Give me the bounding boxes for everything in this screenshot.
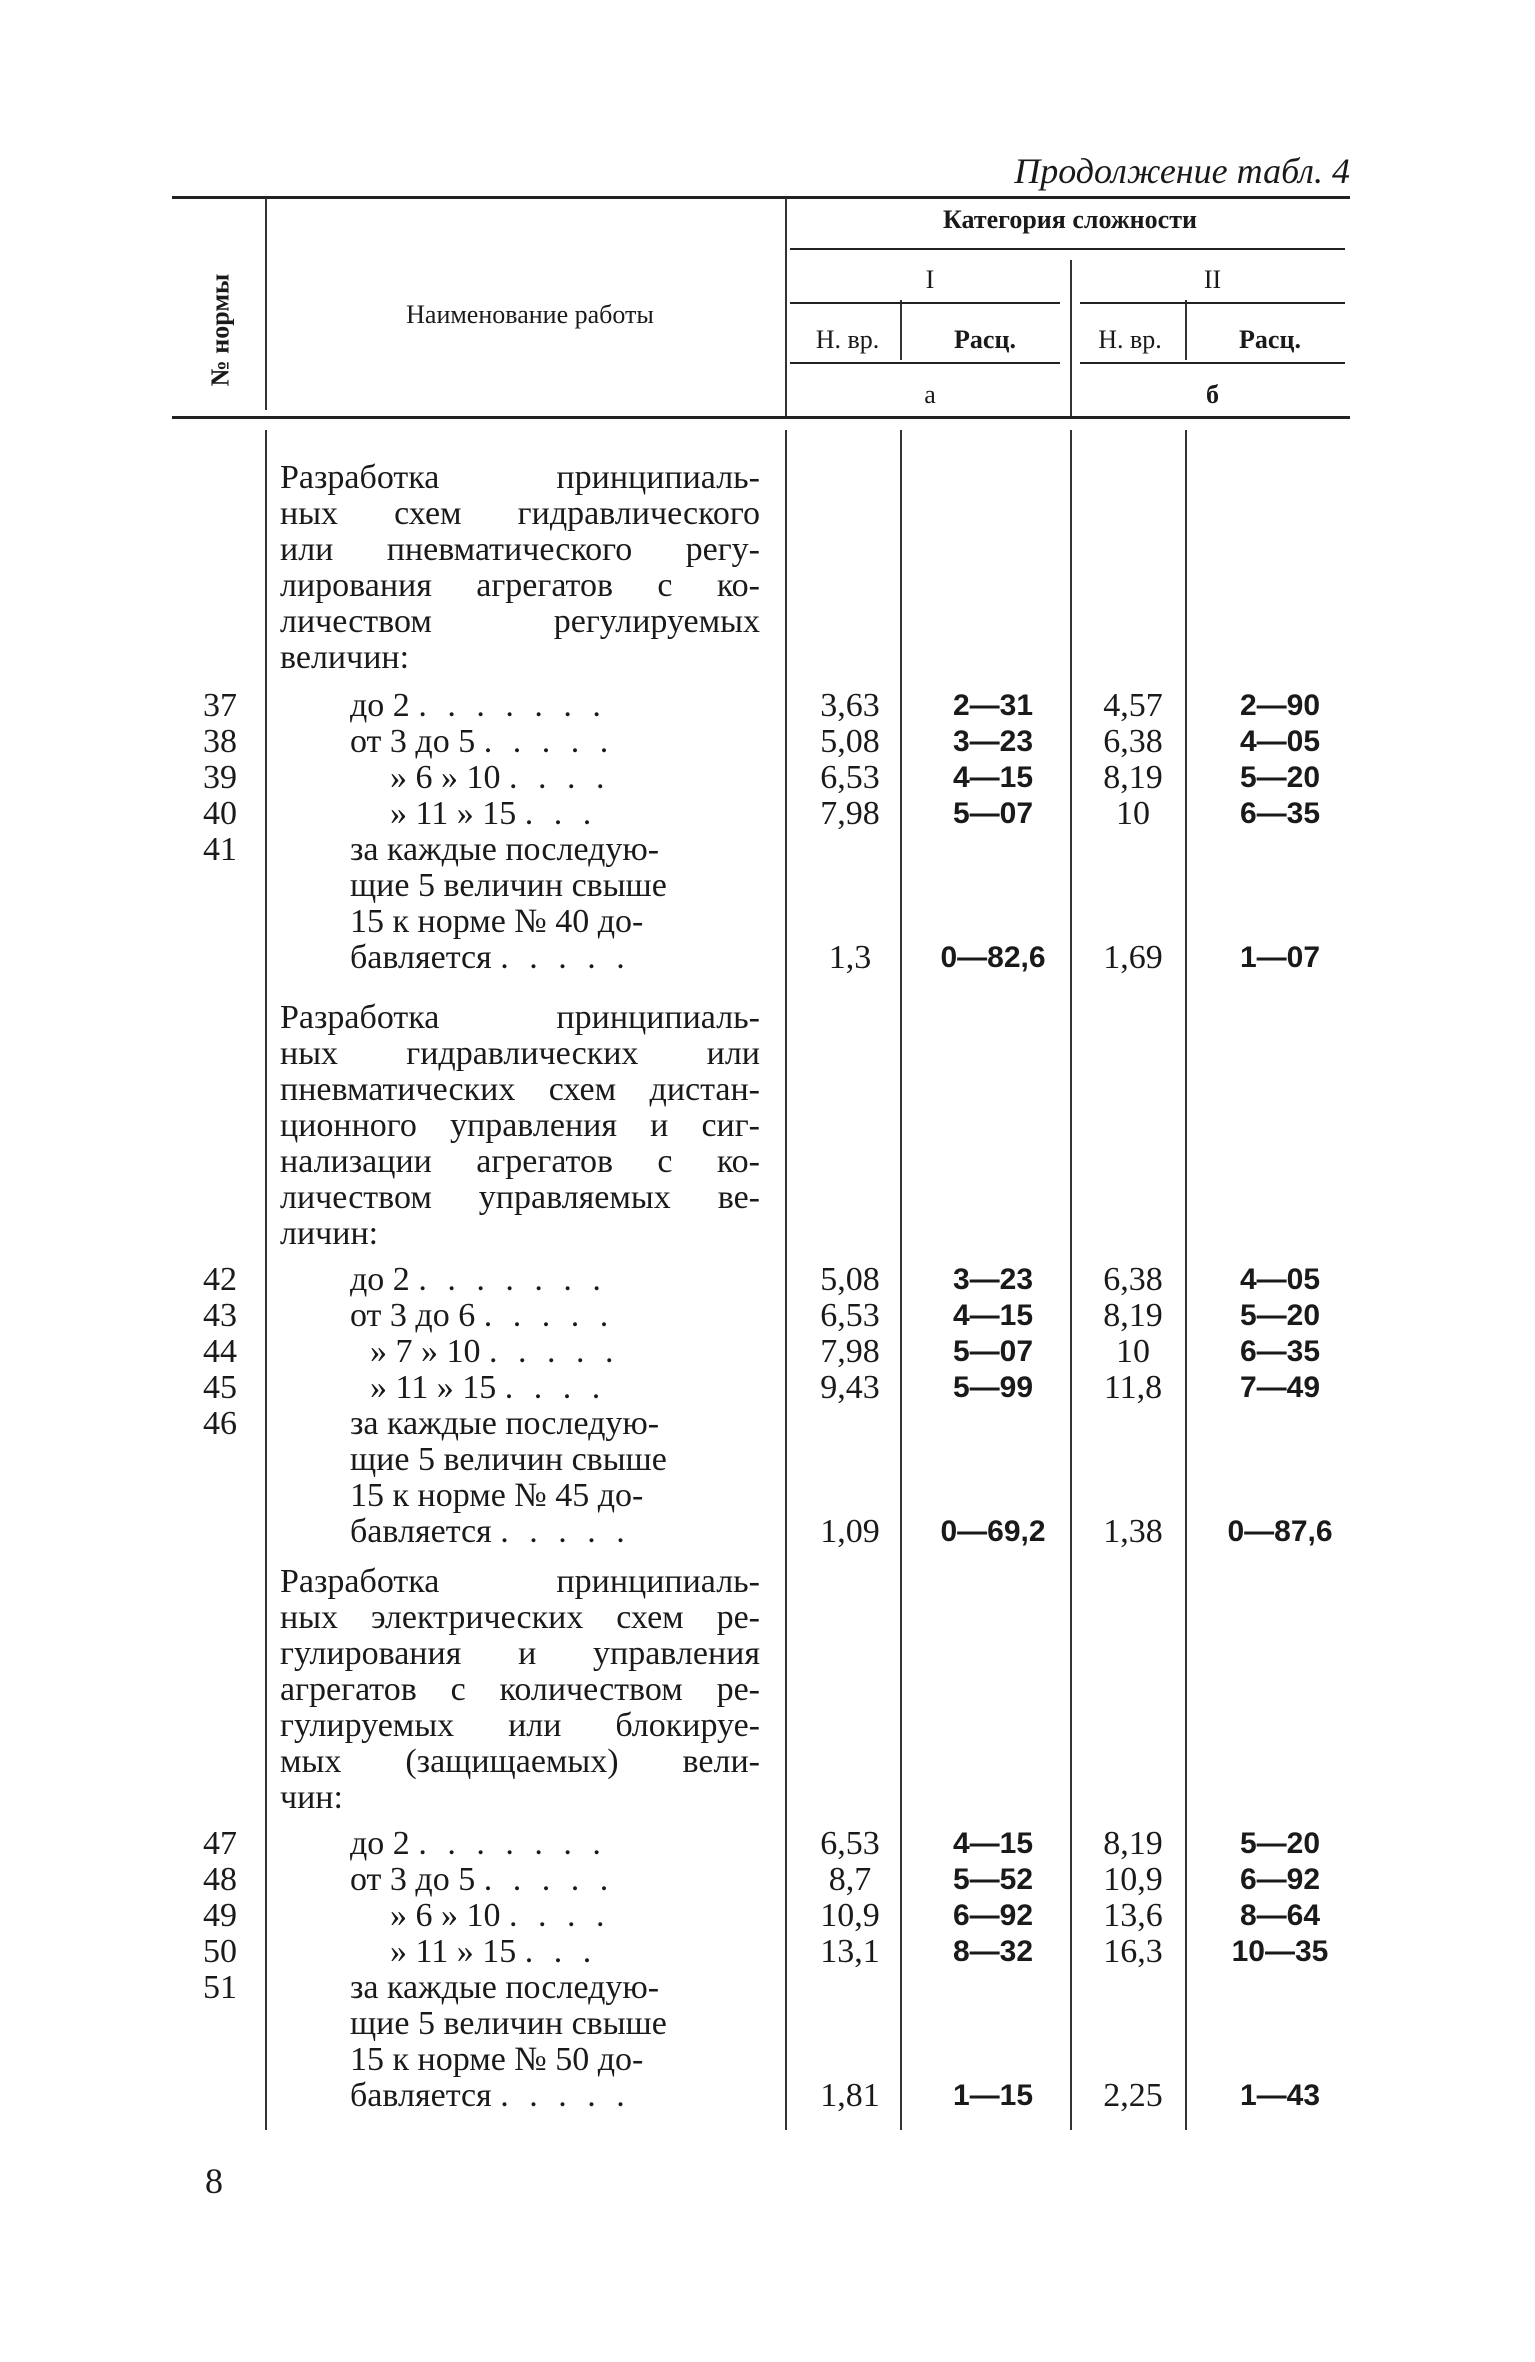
header-divider-2	[785, 198, 787, 416]
n-vr-ii-header: Н. вр.	[1098, 325, 1162, 354]
table-row: 40 » 11 » 15 . . . 7,98 5—07 10 6—35	[203, 795, 1321, 832]
table-row: 49 » 6 » 10 . . . . 10,9 6—92 13,6 8—64	[203, 1897, 1321, 1934]
table-row: 15 к норме № 40 до-	[350, 904, 644, 940]
table-row: 38 от 3 до 5 . . . . . 5,08 3—23 6,38 4—05	[203, 723, 1321, 760]
section-3-intro: Разработка принципиаль- ных электрических схем ре- гулирования и управления агрегатов с количеством ре- гулируемых или блокируе- мых (защищаемых) вели- чин:	[280, 1563, 760, 1816]
table-row: 43 от 3 до 6 . . . . . 6,53 4—15 8,19 5—20	[203, 1297, 1321, 1334]
complexity-rule	[790, 248, 1345, 250]
table-row: бавляется . . . . . 1,81 1—15 2,25 1—43	[350, 2077, 1321, 2114]
table-row: 41 за каждые последую-	[203, 831, 660, 868]
table-row: 45 » 11 » 15 . . . . 9,43 5—99 11,8 7—49	[203, 1369, 1321, 1406]
rasc-ii-header: Расц.	[1239, 325, 1301, 354]
section-1-intro: Разработка принципиаль- ных схем гидравлического или пневматического регу- лирования агрегатов с ко- личеством регулируемых величин:	[280, 459, 760, 676]
table-row: 51 за каждые последую-	[203, 1969, 660, 2006]
table-row: щие 5 величин свыше	[350, 2006, 667, 2042]
header-divider-1	[265, 198, 267, 410]
table-row: 39 » 6 » 10 . . . . 6,53 4—15 8,19 5—20	[203, 759, 1321, 796]
work-name-header: Наименование работы	[406, 300, 654, 329]
n-vr-i-header: Н. вр.	[815, 325, 880, 354]
sub-b-header: б	[1206, 380, 1219, 409]
cat-i-rule	[790, 302, 1060, 304]
table-row: щие 5 величин свыше	[350, 868, 667, 904]
table-row: 37 до 2 . . . . . . . 3,63 2—31 4,57 2—90	[203, 687, 1321, 724]
table-row: 15 к норме № 50 до-	[350, 2042, 644, 2078]
table-header-bottom-rule	[172, 416, 1350, 419]
section-2-intro: Разработка принципиаль- ных гидравлических или пневматических схем дистан- ционного управления и сиг- нализации агрегатов с ко- личеством управляемых ве- личин:	[280, 999, 760, 1252]
sub-a-header: а	[924, 380, 936, 409]
table-row: 47 до 2 . . . . . . . 6,53 4—15 8,19 5—20	[203, 1825, 1321, 1862]
page-number: 8	[205, 2161, 223, 2201]
table-row: 50 » 11 » 15 . . . 13,1 8—32 16,3 10—35	[203, 1933, 1329, 1970]
table-row: бавляется . . . . . 1,09 0—69,2 1,38 0—87,6	[350, 1513, 1333, 1550]
continuation-caption: Продолжение табл. 4	[1014, 151, 1350, 191]
header-divider-3	[1070, 260, 1072, 416]
category-ii-header: II	[1203, 265, 1222, 294]
header-divider-4	[900, 300, 902, 360]
table-row: 42 до 2 . . . . . . . 5,08 3—23 6,38 4—05	[203, 1261, 1321, 1298]
table-row: 48 от 3 до 5 . . . . . 8,7 5—52 10,9 6—92	[203, 1861, 1321, 1898]
table-row: 15 к норме № 45 до-	[350, 1478, 644, 1514]
table-row: 44 » 7 » 10 . . . . . 7,98 5—07 10 6—35	[203, 1333, 1321, 1370]
rasc-i-header: Расц.	[954, 325, 1016, 354]
category-i-header: I	[925, 265, 935, 294]
table-row: 46 за каждые последую-	[203, 1405, 660, 1442]
table-row: бавляется . . . . . 1,3 0—82,6 1,69 1—07	[350, 939, 1321, 976]
table-row: щие 5 величин свыше	[350, 1442, 667, 1478]
cat-ii-rule	[1080, 302, 1345, 304]
complexity-header: Категория сложности	[943, 205, 1197, 234]
norm-number-header: № нормы	[205, 273, 234, 387]
sub-b-rule	[1080, 362, 1345, 364]
sub-a-rule	[790, 362, 1060, 364]
header-divider-5	[1185, 300, 1187, 360]
table-top-rule	[172, 196, 1350, 199]
